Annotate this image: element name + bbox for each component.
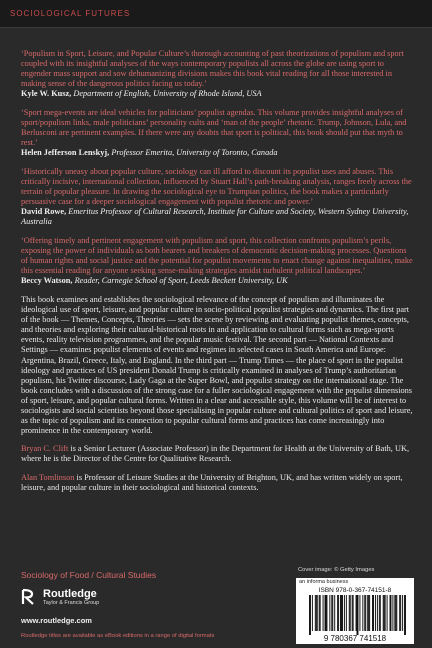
- barcode-bar: [326, 595, 327, 631]
- endorsement-text: ‘Sport mega-events are ideal vehicles for politicians’ populist agendas. This volume provides insightful analyses of sport/populism links, male politicians’ personality cults and ‘man of the people’ rhetoric. Trump, Johnson, Lula, and Berlusconi are pertinent examples. If there were any doubts that sport is political, this book should put that myth to rest.’: [21, 108, 407, 147]
- endorser-affiliation: Reader, Carnegie School of Sport, Leeds Beckett University, UK: [74, 276, 288, 285]
- endorsement-attribution: [21, 89, 415, 99]
- barcode-bar: [387, 595, 388, 631]
- cover-credit: Cover image: © Getty Images: [298, 567, 375, 573]
- endorsement: [21, 108, 415, 158]
- barcode-bar: [399, 595, 400, 631]
- barcode-bar: [402, 595, 403, 631]
- barcode-bar: [309, 595, 310, 635]
- barcode-bar: [372, 595, 373, 631]
- barcode-bar: [340, 595, 341, 631]
- endorsement: [21, 236, 415, 286]
- barcode-bar: [390, 595, 391, 631]
- barcode-bar: [338, 595, 339, 631]
- back-cover-content: [21, 49, 415, 493]
- publisher-name: Routledge: [43, 588, 97, 600]
- barcode-bar: [334, 595, 335, 631]
- author-bio: [21, 473, 415, 493]
- barcode-bar: [317, 595, 318, 631]
- barcode-bar: [349, 595, 350, 631]
- barcode-bar: [341, 595, 342, 631]
- barcode-panel: [296, 578, 414, 644]
- ebook-note: Routledge titles are available as eBook editions in a range of digital formats: [21, 633, 215, 639]
- barcode-bar: [380, 595, 381, 631]
- barcode-bar: [346, 595, 347, 631]
- barcode-bar: [344, 595, 345, 631]
- barcode-bar: [353, 595, 354, 631]
- barcode-bar: [368, 595, 369, 631]
- top-band: [0, 0, 432, 28]
- barcode-bar: [394, 595, 395, 631]
- barcode-bar: [325, 595, 326, 631]
- isbn-label: ISBN 978-0-367-74151-8: [318, 587, 392, 594]
- barcode-bar: [310, 595, 311, 635]
- barcode-bar: [404, 595, 405, 635]
- endorsement-attribution: [21, 207, 415, 227]
- barcode-bar: [312, 595, 313, 631]
- barcode-bar: [364, 595, 365, 631]
- barcode-bar: [352, 595, 353, 631]
- publisher-website[interactable]: www.routledge.com: [21, 616, 92, 625]
- barcode-bar: [350, 595, 351, 631]
- barcode-bar: [405, 595, 406, 635]
- book-description: This book examines and establishes the sociological relevance of the concept of populism and illuminates the ideological use of sport, leisure, and popular culture in socio-political populist strategies and dynamics. The first part of the book — Themes, Concepts, Theories — sets the scene by reviewing and evaluating populist themes, concepts, and theories and exploring their cultural-historical roots in and application to cultural forms such as mega-sports events, reality television programmes, and the popular music festival. The second part — National Contexts and Settings — examines populist elements of events and regimes in selected cases in South America and Europe: Argentina, Brazil, Greece, Italy, and England. In the third part — Trump Times — the place of sport in the populist ideology and practices of US president Donald Trump is critically examined in analyses of Trump’s authoritarian populism, his Twitter discourse, Lady Gaga at the Super Bowl, and populist strategy on the international stage. The book concludes with a discussion of the strong case for a fuller sociological engagement with the populist dimensions of sport, leisure, and popular cultural forms. Written in a clear and accessible style, this volume will be of interest to sociologists and social scientists beyond those specialising in popular culture and cultural politics of sport and leisure, as the topic of populism and its connection to popular cultural forms and practices has come increasingly into prominence in the contemporary world.: [21, 295, 413, 436]
- barcode-bar: [342, 595, 343, 631]
- author-bio-text: is a Senior Lecturer (Associate Professor) in the Department for Health at the University of Bath, UK, where he is the Director of the Centre for Qualitative Research.: [21, 444, 410, 464]
- endorsement-text: ‘Offering timely and pertinent engagement with populism and sport, this collection confronts populism’s perils, exposing the power of individuals as both bearers and breakers of democratic decision-making processes. Questions of human rights and social justice and the potential for populist movements to enact change against inequalities, make this essential reading for anyone seeking sense-making strategies amidst turbulent political landscapes.’: [21, 236, 413, 275]
- barcode-digits: 9 780367 741518: [323, 634, 387, 642]
- routledge-logo-icon: [21, 588, 37, 606]
- informa-brand: an informa business: [299, 579, 349, 585]
- endorser-affiliation: Department of English, University of Rhode Island, USA: [73, 89, 262, 98]
- endorser-name: David Rowe,: [21, 207, 67, 216]
- barcode-bar: [337, 595, 338, 631]
- endorsement-text: ‘Populism in Sport, Leisure, and Popular Culture’s thorough accounting of past theorizations of populism and sport coupled with its insightful analyses of the ways contemporary populists all across the globe are using sport to engender mass support and sow dehumanizing divisions makes this book vital reading for all those interested in making sense of the dangerous politics facing us today.’: [21, 49, 404, 88]
- barcode-bar: [367, 595, 368, 631]
- barcode-bar: [362, 595, 363, 631]
- barcode-bar: [390, 595, 391, 631]
- barcode-bar: [384, 595, 385, 631]
- barcode-bar: [400, 595, 401, 631]
- barcode-bar: [375, 595, 376, 631]
- barcode-bar: [369, 595, 370, 631]
- barcode-bar: [359, 595, 360, 631]
- author-bio-text: is Professor of Leisure Studies at the University of Brighton, UK, and has written widely on sport, leisure, and popular culture in their sociological and historical contexts.: [21, 472, 403, 492]
- barcode-bar: [316, 595, 317, 631]
- endorser-affiliation: Professor Emerita, University of Toronto, Canada: [111, 148, 278, 157]
- barcode-bar: [325, 595, 326, 631]
- endorsement: [21, 167, 415, 227]
- author-name: Alan Tomlinson: [21, 472, 75, 482]
- endorsement-attribution: [21, 148, 415, 158]
- publisher-logo: [21, 588, 99, 607]
- endorsement-attribution: [21, 276, 415, 286]
- endorsement-text: ‘Historically uneasy about popular culture, sociology can ill afford to discount its populist uses and abuses. This critically incisive, international collection, influenced by Stuart Hall’s path-breaking analysis, ranges freely across the terrain of popular pleasure. In drawing the sociological eye to Trumpian politics, the book makes a particularly persuasive case for a deeper sociological engagement with populist rhetoric and power.’: [21, 167, 412, 206]
- series-title: SOCIOLOGICAL FUTURES: [10, 9, 131, 18]
- endorser-name: Beccy Watson,: [21, 276, 73, 285]
- barcode-bar: [357, 595, 358, 635]
- barcode-bar: [392, 595, 393, 631]
- barcode-bar: [315, 595, 316, 631]
- barcode-bar: [373, 595, 374, 631]
- author-bio: [21, 444, 415, 464]
- endorsements: [21, 49, 415, 286]
- publisher-group: Taylor & Francis Group: [43, 600, 100, 606]
- endorser-name: Helen Jefferson Lenskyj,: [21, 148, 110, 157]
- endorsement: [21, 49, 415, 99]
- barcode-bar: [358, 595, 359, 635]
- barcode-icon: [301, 595, 409, 642]
- barcode-bar: [323, 595, 324, 631]
- barcode-bar: [377, 595, 378, 631]
- barcode-bar: [385, 595, 386, 631]
- author-name: Bryan C. Clift: [21, 444, 69, 454]
- barcode-bar: [320, 595, 321, 631]
- barcode-bar: [332, 595, 333, 631]
- barcode-bar: [356, 595, 357, 631]
- barcode-bar: [383, 595, 384, 631]
- barcode-bar: [331, 595, 332, 631]
- barcode-bar: [319, 595, 320, 631]
- endorser-name: Kyle W. Kusz,: [21, 89, 72, 98]
- author-bios: [21, 444, 415, 492]
- barcode-bar: [395, 595, 396, 631]
- barcode-bar: [365, 595, 366, 631]
- barcode-bar: [396, 595, 397, 631]
- barcode-bar: [329, 595, 330, 631]
- barcode-bar: [379, 595, 380, 631]
- subject-category: Sociology of Food / Cultural Studies: [21, 570, 157, 580]
- endorser-affiliation: Emeritus Professor of Cultural Research, Institute for Culture and Society, Western Sydney University, Australia: [21, 207, 409, 226]
